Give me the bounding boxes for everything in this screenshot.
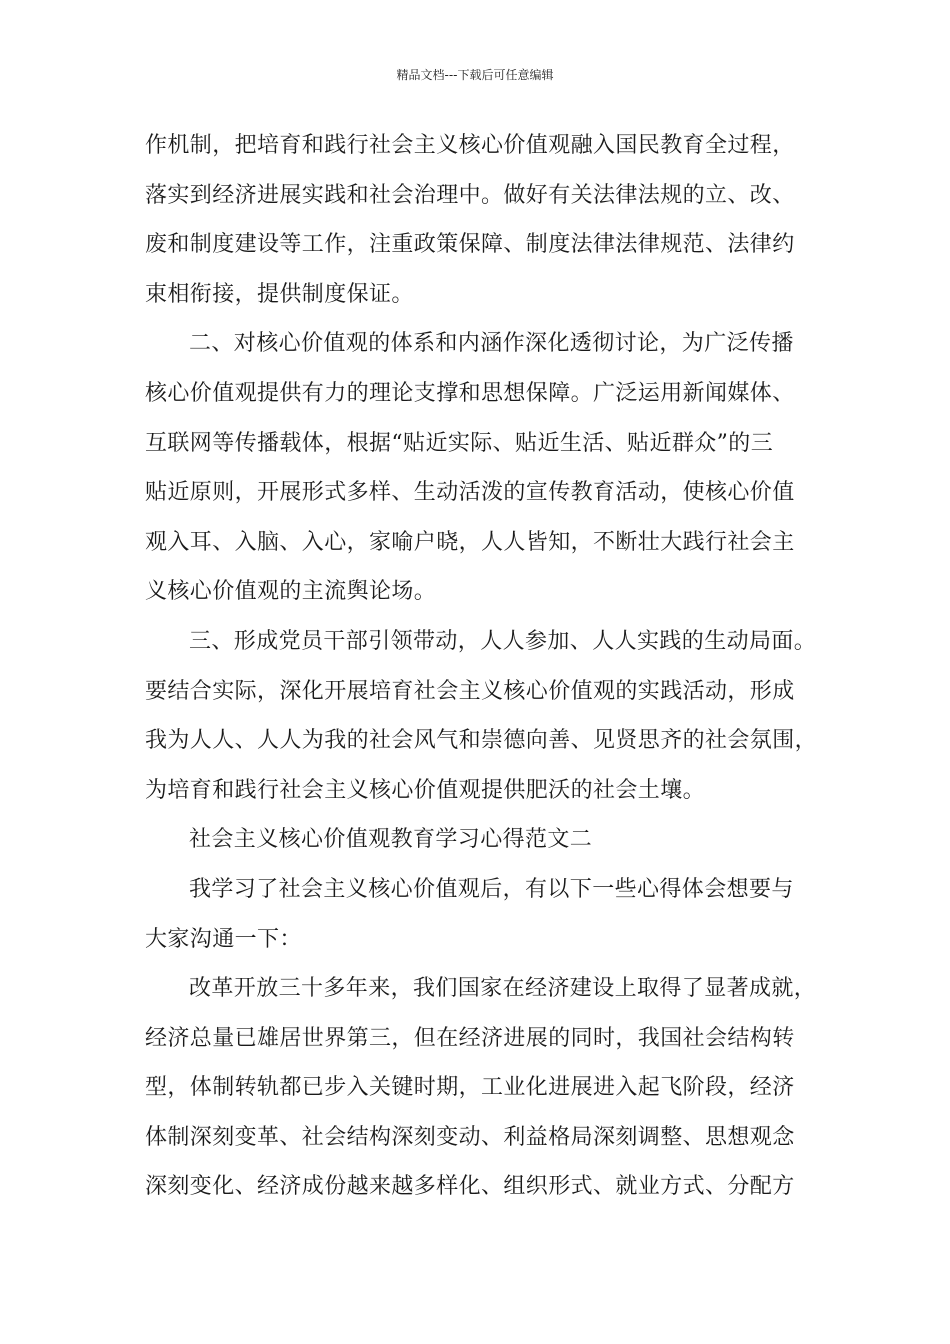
text-line: 大家沟通一下： xyxy=(145,926,302,952)
text-line: 我学习了社会主义核心价值观后，有以下一些心得体会想要与 xyxy=(189,876,794,902)
text-line: 经济总量已雄居世界第三，但在经济进展的同时，我国社会结构转 xyxy=(145,1025,795,1051)
text-line: 要结合实际，深化开展培育社会主义核心价值观的实践活动，形成 xyxy=(145,678,795,704)
page-header: 精品文档---下载后可任意编辑 xyxy=(396,68,554,82)
text-line: 二、对核心价值观的体系和内涵作深化透彻讨论，为广泛传播 xyxy=(189,331,794,357)
text-line: 贴近原则，开展形式多样、生动活泼的宣传教育活动，使核心价值 xyxy=(145,480,795,506)
text-line: 社会主义核心价值观教育学习心得范文二 xyxy=(189,827,593,853)
text-line: 三、形成党员干部引领带动，人人参加、人人实践的生动局面。 xyxy=(189,628,817,654)
text-line: 核心价值观提供有力的理论支撑和思想保障。广泛运用新闻媒体、 xyxy=(145,380,795,406)
document-body xyxy=(145,128,835,1219)
text-line: 为培育和践行社会主义核心价值观提供肥沃的社会土壤。 xyxy=(145,777,706,803)
text-line: 改革开放三十多年来，我们国家在经济建设上取得了显著成就， xyxy=(189,976,817,1002)
text-line: 互联网等传播载体，根据“贴近实际、贴近生活、贴近群众”的三 xyxy=(145,430,774,456)
text-line: 落实到经济进展实践和社会治理中。做好有关法律法规的立、改、 xyxy=(145,182,795,208)
text-line: 我为人人、人人为我的社会风气和崇德向善、见贤思齐的社会氛围， xyxy=(145,728,818,754)
text-line: 束相衔接，提供制度保证。 xyxy=(145,281,414,307)
text-line: 深刻变化、经济成份越来越多样化、组织形式、就业方式、分配方 xyxy=(145,1174,795,1200)
text-line: 型，体制转轨都已步入关键时期，工业化进展进入起飞阶段，经济 xyxy=(145,1075,795,1101)
text-line: 废和制度建设等工作，注重政策保障、制度法律法律规范、法律约 xyxy=(145,232,795,258)
text-line: 作机制，把培育和践行社会主义核心价值观融入国民教育全过程， xyxy=(145,133,795,158)
text-line: 观入耳、入脑、入心，家喻户晓，人人皆知，不断壮大践行社会主 xyxy=(145,529,795,555)
text-line: 体制深刻变革、社会结构深刻变动、利益格局深刻调整、思想观念 xyxy=(145,1124,795,1150)
text-line: 义核心价值观的主流舆论场。 xyxy=(145,579,437,605)
